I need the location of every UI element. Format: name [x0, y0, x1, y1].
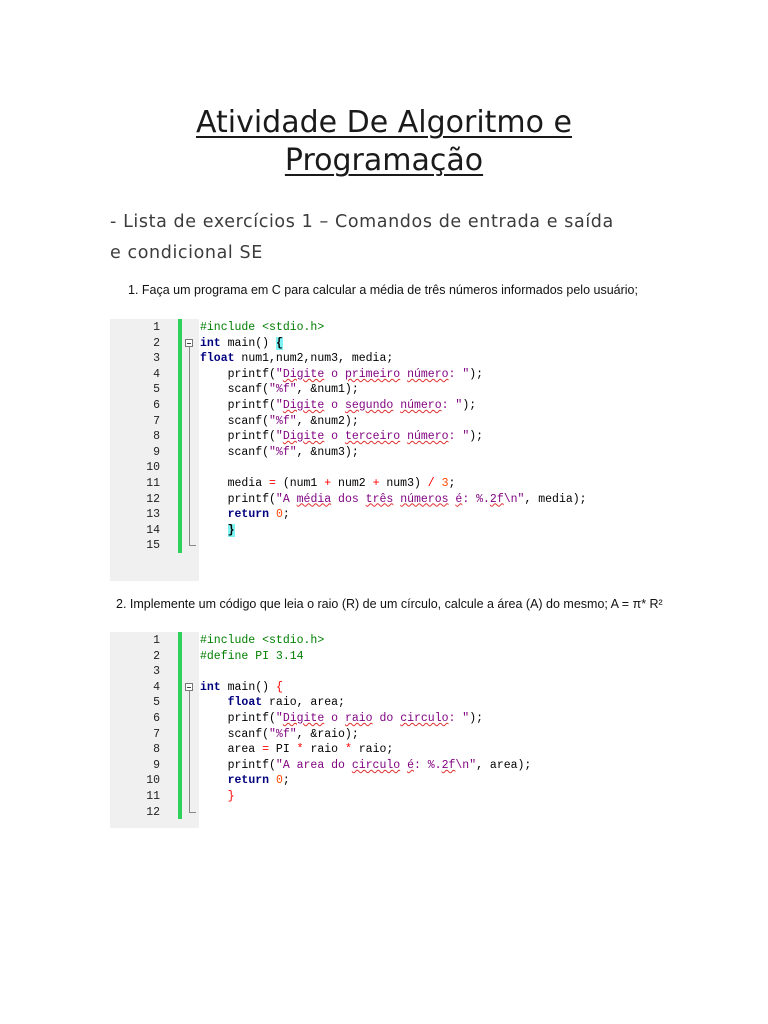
code-token: main() [220, 336, 276, 350]
code-line [110, 633, 646, 649]
code-token: 2f [441, 758, 456, 772]
code-token: scanf( [200, 727, 270, 741]
code-lines [110, 633, 646, 820]
code-token: return [227, 508, 270, 522]
code-token: : " [441, 398, 463, 412]
code-text [200, 414, 359, 430]
code-token: número [407, 367, 449, 381]
code-token: main() [220, 680, 276, 694]
code-token: printf( [200, 711, 276, 725]
code-text [200, 680, 283, 696]
code-token: = [262, 743, 270, 757]
code-text [200, 492, 587, 508]
code-token: , &num1); [296, 383, 359, 397]
code-token: raio; [351, 743, 394, 757]
code-token: printf( [200, 758, 276, 772]
code-token: dos [331, 492, 366, 506]
code-token: printf( [200, 430, 276, 444]
code-token: } [227, 523, 235, 537]
fold-guide-line [189, 691, 190, 812]
code-token: três [365, 492, 394, 506]
code-token: , &num3); [296, 445, 359, 459]
code-text [200, 507, 290, 523]
code-text [200, 445, 359, 461]
code-token: " [275, 398, 283, 412]
code-token: "%f" [269, 445, 297, 459]
code-token: + [324, 476, 332, 490]
code-token: \n" [503, 492, 525, 506]
code-line [110, 507, 646, 523]
code-token: Digite [282, 398, 325, 412]
code-token: : %. [413, 758, 442, 772]
line-number: 7 [153, 727, 160, 741]
code-token: "%f" [269, 727, 297, 741]
line-number: 10 [146, 774, 160, 788]
code-token [200, 696, 228, 709]
code-line [110, 414, 646, 430]
code-line [110, 382, 646, 398]
code-token: PI [269, 743, 297, 757]
code-token: números [400, 492, 449, 506]
code-token: circulo [400, 711, 449, 725]
code-token: ; [448, 476, 456, 490]
code-token: #define PI 3.14 [200, 649, 304, 663]
code-token: ); [469, 711, 484, 725]
code-token: scanf( [200, 383, 270, 397]
code-text [200, 789, 235, 805]
line-number: 2 [153, 649, 160, 663]
code-token: { [275, 680, 283, 694]
document-title [0, 104, 768, 180]
code-text [200, 336, 283, 352]
code-token: Digite [282, 711, 325, 725]
code-line [110, 460, 646, 476]
code-line [110, 742, 646, 758]
code-token: " [275, 367, 283, 381]
line-number: 1 [153, 634, 160, 647]
code-token: + [372, 476, 380, 490]
line-number: 5 [153, 383, 160, 397]
code-token: { [275, 336, 283, 350]
code-line [110, 492, 646, 508]
code-text [200, 727, 359, 743]
line-number: 4 [153, 680, 160, 694]
line-number: 12 [146, 492, 160, 506]
code-token: media [200, 476, 270, 490]
code-text [200, 429, 483, 445]
code-line [110, 649, 646, 665]
code-token: / [427, 476, 435, 490]
code-token: (num1 [275, 476, 325, 490]
code-token: , media); [524, 492, 587, 506]
code-token [200, 508, 228, 521]
code-token: int [200, 680, 221, 694]
code-token: : %. [462, 492, 490, 506]
code-token: circulo [351, 758, 401, 772]
line-number: 11 [146, 476, 160, 490]
code-token [200, 790, 228, 803]
code-line [110, 336, 646, 352]
code-token: scanf( [200, 414, 270, 428]
code-token: "A [275, 492, 297, 506]
code-token: é [455, 492, 463, 506]
code-line [110, 773, 646, 789]
code-lines [110, 320, 646, 554]
code-token: num1,num2,num3, media; [234, 352, 394, 366]
line-number: 13 [146, 508, 160, 522]
fold-end-tick [189, 545, 196, 546]
code-line [110, 429, 646, 445]
code-text [200, 320, 324, 336]
code-token: area [200, 743, 263, 757]
code-token: int [200, 336, 221, 350]
code-screenshot-1 [110, 319, 646, 581]
code-token: , area); [476, 758, 532, 772]
code-screenshot-2 [110, 632, 646, 828]
code-token [200, 774, 228, 787]
title-line-1: Atividade De Algoritmo e [196, 105, 572, 140]
code-text [200, 476, 455, 492]
code-token: o [324, 430, 345, 444]
line-number: 1 [153, 321, 160, 334]
code-token [200, 524, 228, 537]
code-token: num3) [379, 476, 428, 490]
fold-toggle-icon[interactable] [185, 339, 193, 347]
line-number: 9 [153, 445, 160, 459]
code-token: é [407, 758, 414, 772]
code-text [200, 742, 393, 758]
line-number: 2 [153, 336, 160, 350]
line-number: 6 [153, 711, 160, 725]
line-number: 5 [153, 696, 160, 710]
code-line [110, 476, 646, 492]
code-token: " [275, 430, 283, 444]
code-line [110, 758, 646, 774]
code-line [110, 367, 646, 383]
code-token: 3 [441, 476, 449, 490]
code-token: 0 [275, 774, 283, 788]
line-number: 15 [146, 539, 160, 553]
code-text [200, 758, 531, 774]
code-token: 0 [275, 508, 283, 522]
code-line [110, 789, 646, 805]
code-line [110, 695, 646, 711]
line-number: 10 [146, 461, 160, 475]
code-token: o [324, 711, 345, 725]
code-token: "A area do [275, 758, 352, 772]
subtitle-line-1: - Lista de exercícios 1 – Comandos de entrada e saída [110, 212, 614, 232]
code-token: #include <stdio.h> [200, 634, 325, 647]
code-token: scanf( [200, 445, 270, 459]
code-token: "%f" [269, 383, 297, 397]
code-token: raio, area; [262, 696, 345, 710]
code-text [200, 351, 393, 367]
code-token: \n" [455, 758, 477, 772]
code-token: segundo [344, 398, 394, 412]
title-line-2: Programação [284, 143, 484, 178]
code-token: printf( [200, 492, 276, 506]
code-token: : " [448, 711, 470, 725]
code-line [110, 711, 646, 727]
code-line [110, 351, 646, 367]
code-token: ); [469, 430, 484, 444]
code-text [200, 649, 304, 665]
code-text [200, 773, 290, 789]
question-2: 2. Implemente um código que leia o raio (R) de um círculo, calcule a área (A) do mesmo; A = π* R² [116, 597, 663, 611]
code-token: Digite [282, 430, 325, 444]
code-token: float [200, 352, 235, 366]
question-1: 1. Faça um programa em C para calcular a média de três números informados pelo usuário; [128, 283, 638, 297]
line-number: 6 [153, 398, 160, 412]
code-token: Digite [282, 367, 325, 381]
code-token: * [344, 743, 352, 757]
code-token: ); [469, 367, 484, 381]
code-token: ; [282, 508, 290, 522]
code-token: número [400, 398, 442, 412]
code-line [110, 398, 646, 414]
code-line [110, 523, 646, 539]
code-token: num2 [331, 476, 373, 490]
code-token: return [227, 774, 270, 788]
fold-guide-line [189, 347, 190, 546]
code-token: raio [344, 711, 373, 725]
line-number: 3 [153, 352, 160, 366]
code-line [110, 664, 646, 680]
code-token: printf( [200, 367, 276, 381]
code-token: raio [303, 743, 345, 757]
code-token: ; [282, 774, 290, 788]
code-token: : " [448, 430, 470, 444]
exercise-list-heading [110, 207, 670, 269]
subtitle-line-2: e condicional SE [110, 243, 263, 263]
code-token: , &num2); [296, 414, 359, 428]
line-number: 7 [153, 414, 160, 428]
code-line [110, 680, 646, 696]
code-token [435, 477, 442, 490]
code-line [110, 320, 646, 336]
code-token [269, 774, 276, 787]
code-text [200, 367, 483, 383]
code-token: ); [462, 398, 477, 412]
code-token: 2f [489, 492, 504, 506]
line-number: 3 [153, 665, 160, 679]
code-token: #include <stdio.h> [200, 321, 325, 334]
code-text [200, 523, 235, 539]
line-number: 8 [153, 743, 160, 757]
code-token: terceiro [344, 430, 401, 444]
code-token: o [324, 398, 345, 412]
code-token: primeiro [344, 367, 401, 381]
code-line [110, 727, 646, 743]
code-token: média [296, 492, 332, 506]
code-text [200, 398, 476, 414]
code-token: número [407, 430, 449, 444]
code-text [200, 633, 324, 649]
code-token: * [296, 743, 304, 757]
line-number: 14 [146, 523, 160, 537]
code-token: = [269, 476, 276, 490]
code-text [200, 711, 483, 727]
code-token: " [275, 711, 283, 725]
code-token: , &raio); [296, 727, 359, 741]
code-token [269, 508, 276, 521]
code-text [200, 382, 359, 398]
code-token: float [227, 696, 263, 710]
code-token: o [324, 367, 345, 381]
line-number: 8 [153, 430, 160, 444]
code-token: do [372, 711, 401, 725]
code-token: : " [448, 367, 470, 381]
code-token: printf( [200, 398, 276, 412]
code-text [200, 695, 345, 711]
code-token: } [227, 789, 235, 803]
code-line [110, 445, 646, 461]
line-number: 12 [146, 805, 160, 819]
fold-end-tick [189, 812, 196, 813]
fold-toggle-icon[interactable] [185, 683, 193, 691]
line-number: 11 [146, 789, 160, 803]
line-number: 4 [153, 367, 160, 381]
line-number: 9 [153, 758, 160, 772]
code-token: "%f" [269, 414, 297, 428]
